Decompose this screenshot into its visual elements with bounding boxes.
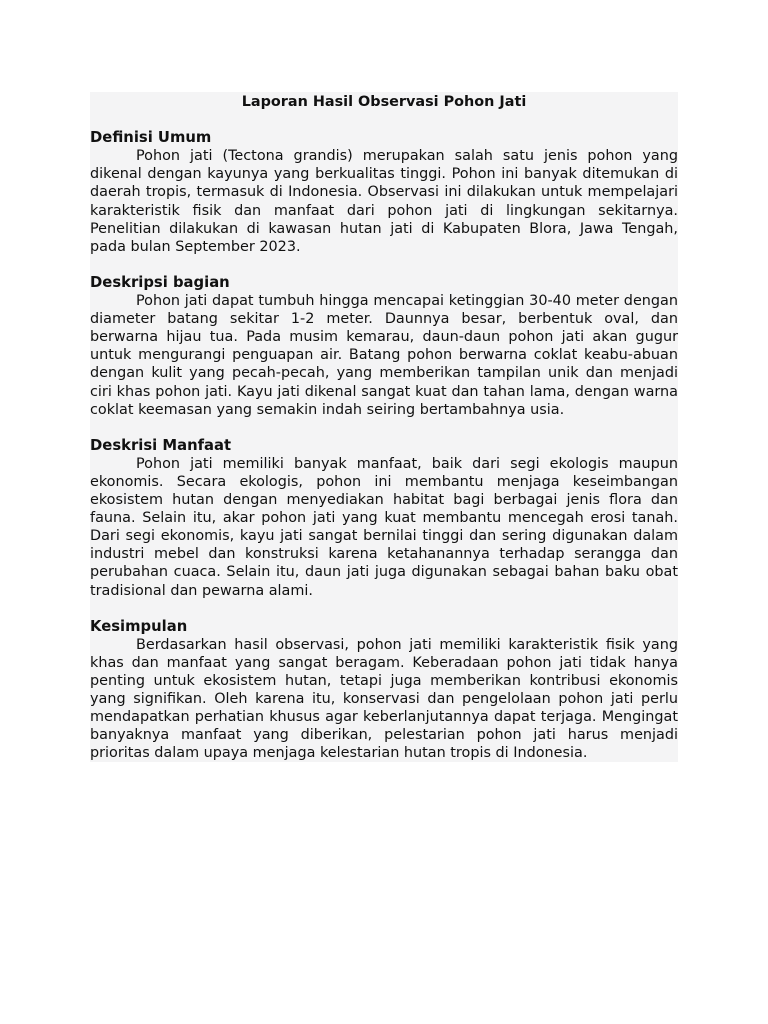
section-kesimpulan xyxy=(90,618,678,763)
section-heading: Deskripsi bagian xyxy=(90,273,230,291)
section-deskripsi-bagian xyxy=(90,274,678,419)
section-paragraph: Berdasarkan hasil observasi, pohon jati memiliki karakteristik fisik yang khas dan manfaat yang sangat beragam. Keberadaan pohon jati tidak hanya penting untuk ekosistem hutan, tetapi juga memberikan kontribusi ekonomis yang signifikan. Oleh karena itu, konservasi dan pengelolaan pohon jati perlu mendapatkan perhatian khusus agar keberlanjutannya dapat terjaga. Mengingat banyaknya manfaat yang diberikan, pelestarian pohon jati harus menjadi prioritas dalam upaya menjaga kelestarian hutan tropis di Indonesia. xyxy=(90,636,678,762)
section-deskrisi-manfaat xyxy=(90,437,678,600)
section-definisi-umum xyxy=(90,129,678,256)
section-paragraph: Pohon jati memiliki banyak manfaat, baik dari segi ekologis maupun ekonomis. Secara ekologis, pohon ini membantu menjaga keseimbangan ekosistem hutan dengan menyediakan habitat bagi berbagai jenis flora dan fauna. Selain itu, akar pohon jati yang kuat membantu mencegah erosi tanah. Dari segi ekonomis, kayu jati sangat bernilai tinggi dan sering digunakan dalam industri mebel dan konstruksi karena ketahanannya terhadap serangga dan perubahan cuaca. Selain itu, daun jati juga digunakan sebagai bahan baku obat tradisional dan pewarna alami. xyxy=(90,455,678,599)
section-heading: Kesimpulan xyxy=(90,617,188,635)
document-title: Laporan Hasil Observasi Pohon Jati xyxy=(241,94,527,110)
section-heading: Deskrisi Manfaat xyxy=(90,436,232,454)
document-page xyxy=(90,92,678,762)
section-paragraph: Pohon jati (Tectona grandis) merupakan salah satu jenis pohon yang dikenal dengan kayunya yang berkualitas tinggi. Pohon ini banyak ditemukan di daerah tropis, termasuk di Indonesia. Observasi ini dilakukan untuk mempelajari karakteristik fisik dan manfaat dari pohon jati di lingkungan sekitarnya. Penelitian dilakukan di kawasan hutan jati di Kabupaten Blora, Jawa Tengah, pada bulan September 2023. xyxy=(90,148,678,255)
section-heading: Definisi Umum xyxy=(90,129,212,147)
section-paragraph: Pohon jati dapat tumbuh hingga mencapai ketinggian 30-40 meter dengan diameter batang sekitar 1-2 meter. Daunnya besar, berbentuk oval, dan berwarna hijau tua. Pada musim kemarau, daun-daun pohon jati akan gugur untuk mengurangi penguapan air. Batang pohon berwarna coklat keabu-abuan dengan kulit yang pecah-pecah, yang memberikan tampilan unik dan menjadi ciri khas pohon jati. Kayu jati dikenal sangat kuat dan tahan lama, dengan warna coklat keemasan yang semakin indah seiring bertambahnya usia. xyxy=(90,293,678,418)
